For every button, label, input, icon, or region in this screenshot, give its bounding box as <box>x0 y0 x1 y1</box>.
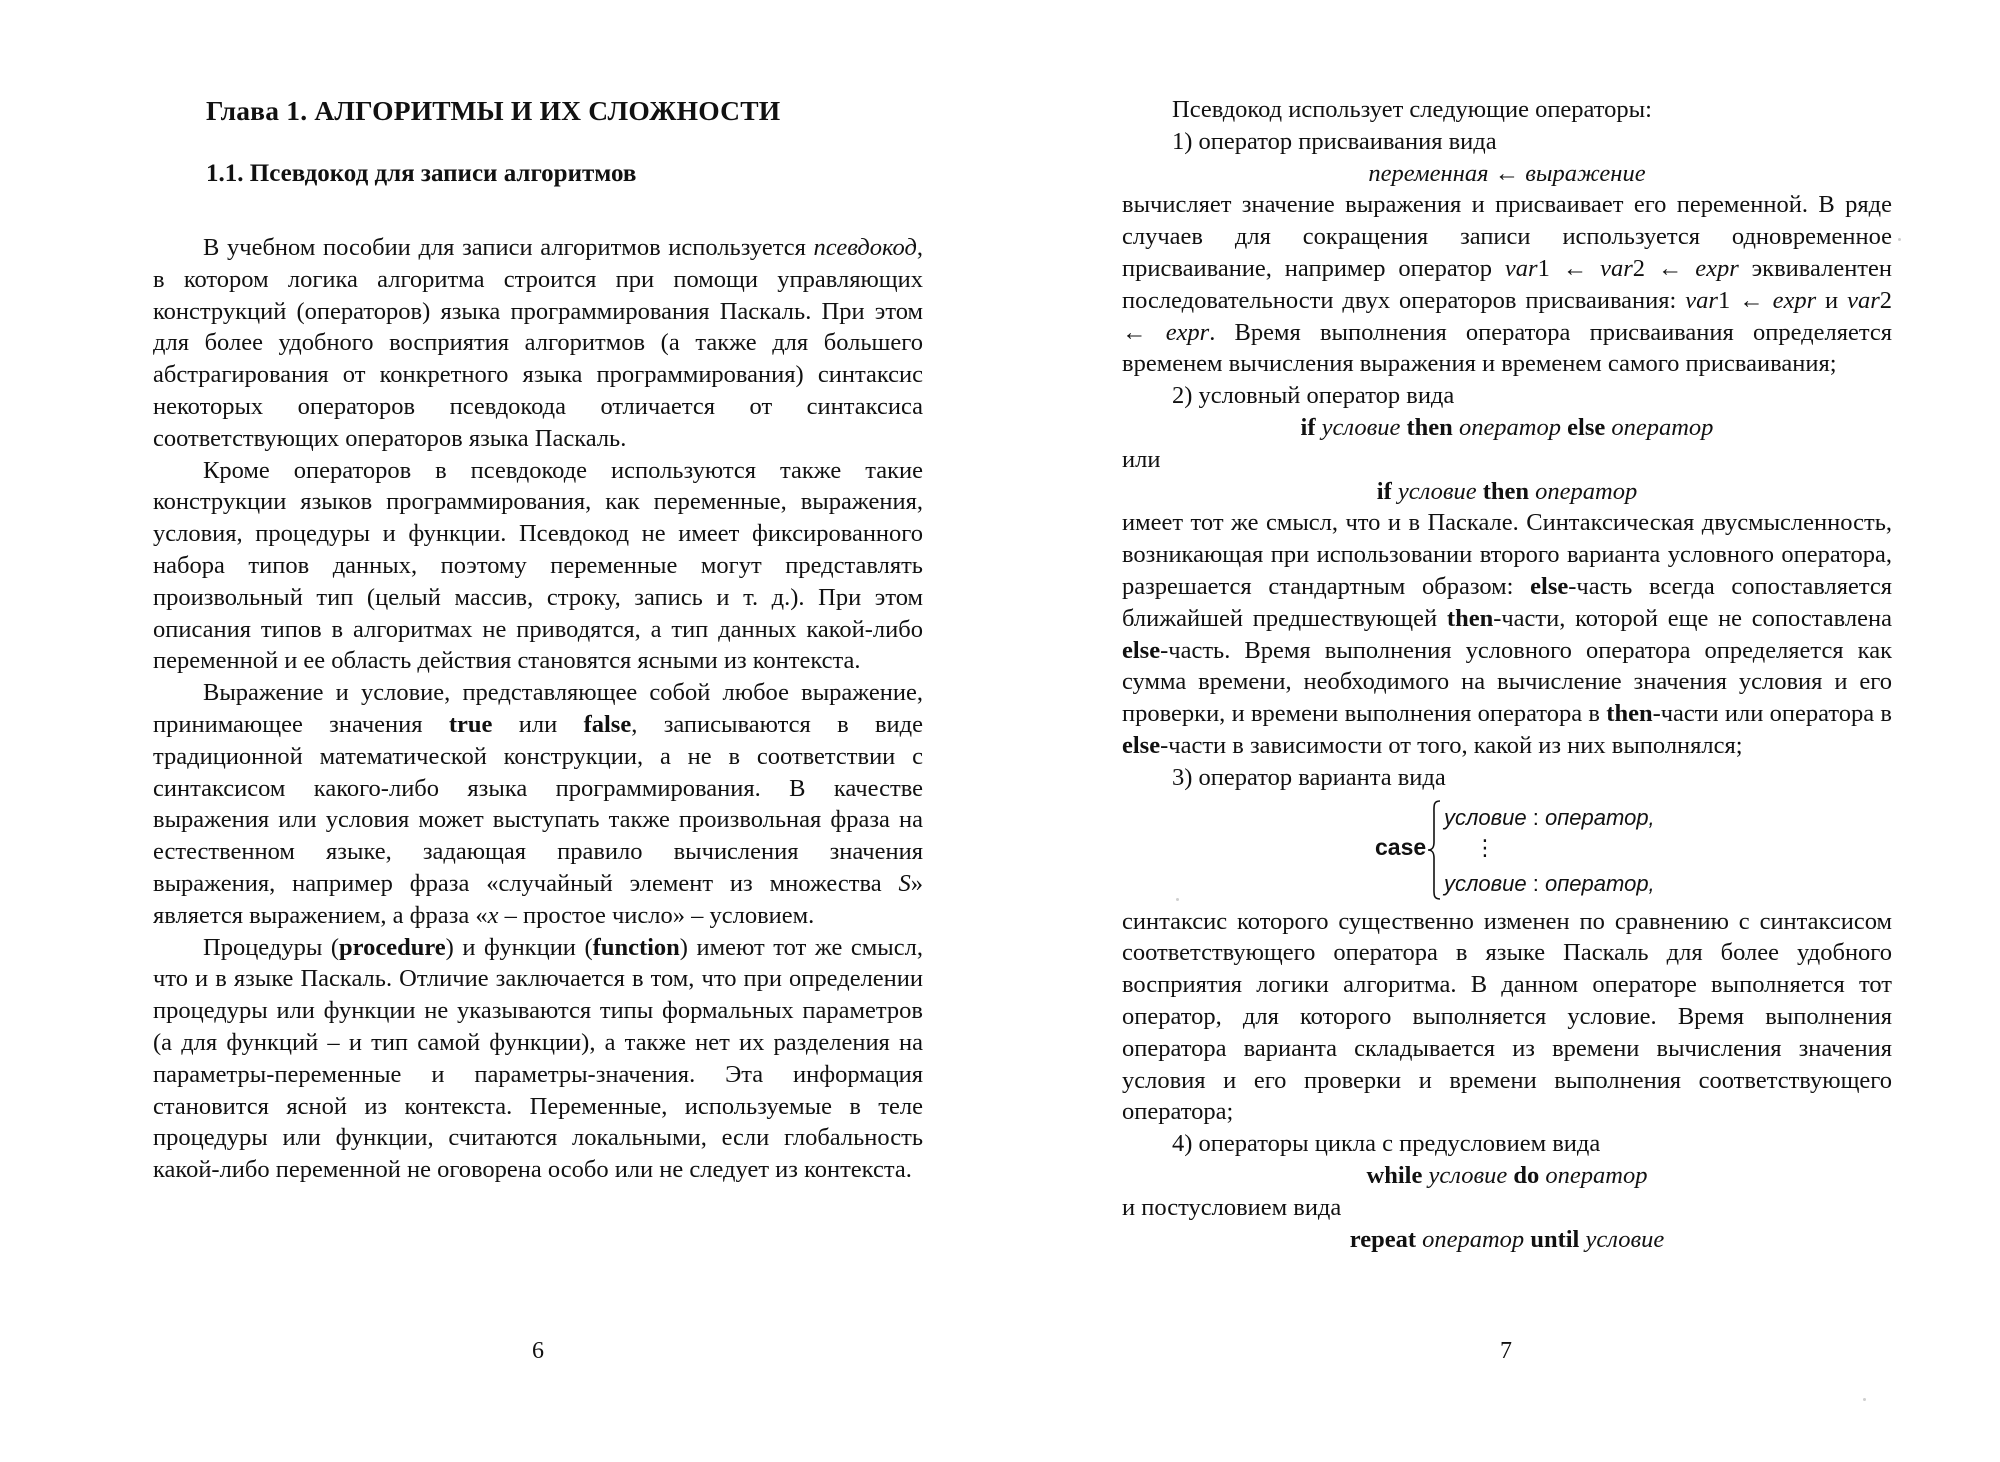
text-run: оператор <box>1452 413 1568 441</box>
text-run: -часть. Время выполнения условного оператора определяется как сумма времени, необходимого на вычисление значения условия и его проверки, и времени выполнения оператора в <box>1122 636 1892 728</box>
variable-x: x <box>487 901 499 929</box>
text-run: 2 ← <box>1632 254 1696 282</box>
keyword-else: else <box>1567 413 1606 441</box>
variable-s: S <box>898 869 911 897</box>
keyword-procedure: procedure <box>339 933 446 961</box>
case-branch-first <box>1444 802 1655 834</box>
text-run: вычисляет значение выражения и присваивает его переменной. В ряде случаев для сокращения записи используется одновременное присваивание, например оператор <box>1122 191 1892 282</box>
keyword-do: do <box>1513 1161 1540 1189</box>
curly-brace-icon <box>1426 800 1442 900</box>
term-pseudocode: псевдокод <box>813 234 917 261</box>
expr-italic: expr <box>1772 286 1817 314</box>
left-text-column <box>153 232 923 1186</box>
var-italic: var <box>1600 254 1633 282</box>
text-run: : <box>1526 804 1545 830</box>
text-run: . Время выполнения оператора присваивания определяется временем вычисления выражения и временем самого присваивания; <box>1122 318 1892 378</box>
case-branch-last <box>1444 868 1655 900</box>
text-run: оператор <box>1605 413 1714 441</box>
text-run: условие <box>1579 1225 1665 1253</box>
text-run: имеет тот же смысл, что и в Паскале. Синтаксическая двусмысленность, возникающая при использовании второго варианта условного оператора, разрешается стандартным образом: <box>1122 509 1892 600</box>
text-run: условие <box>1315 413 1407 441</box>
repeat-form <box>1122 1224 1892 1256</box>
item-assignment-label: 1) оператор присваивания вида <box>1172 127 1497 155</box>
keyword-case: case <box>1375 833 1427 860</box>
text-run: или <box>492 710 584 738</box>
keyword-if: if <box>1376 477 1392 505</box>
text-run: условие <box>1444 870 1527 896</box>
keyword-while: while <box>1366 1161 1423 1189</box>
keyword-then: then <box>1406 413 1453 441</box>
case-description: синтаксис которого существенно изменен по сравнению с синтаксисом соответствующего оператора в языке Паскаль для более удобного восприятия логики алгоритма. В данном операторе выполняется тот оператор, для которого выполняется условие. Время выполнения оператора варианта складывается из времени вычисления значения условия и его проверки и времени выполнения соответствующего оператора; <box>1122 907 1892 1126</box>
text-run: 1 ← <box>1537 254 1601 282</box>
text-run: В учебном пособии для записи алгоритмов используется <box>203 234 814 261</box>
paragraph-pseudocode-intro <box>153 232 923 455</box>
text-run: -части, которой еще не сопоставлена <box>1493 604 1892 632</box>
keyword-then: then <box>1606 700 1653 728</box>
keyword-then: then <box>1446 604 1494 632</box>
section-title: 1.1. Псевдокод для записи алгоритмов <box>206 160 637 187</box>
expr-italic: expr <box>1165 318 1210 346</box>
text-run: 1 ← <box>1717 286 1773 314</box>
item-case-label: 3) оператор варианта вида <box>1172 763 1446 791</box>
text-run: Процедуры ( <box>203 933 340 961</box>
expr-italic: expr <box>1695 254 1739 282</box>
text-run: ) имеют тот же смысл, что и в языке Паскаль. Отличие заключается в том, что при определении процедуры или функции не указываются типы формальных параметров (а для функций – и тип самой функции), а также нет их разделения на параметры-переменные и параметры-значения. Эта информация становится ясной из контекста. Переменные, используемые в теле процедуры или функции, считаются локальными, если глобальность какой-либо переменной не оговорена особо или не следует из контекста. <box>153 933 923 1184</box>
keyword-else: else <box>1122 731 1161 759</box>
operators-intro: Псевдокод использует следующие операторы: <box>1172 96 1652 123</box>
keyword-false: false <box>583 710 632 738</box>
assignment-description <box>1122 189 1892 380</box>
text-run: , записываются в виде традиционной математической конструкции, а не в соответствии с синтаксисом какого-либо языка программирования. В качестве выражения или условия может выступать также произвольная фраза на естественном языке, задающая правило вычисления значения выражения, например фраза «случайный элемент из множества <box>153 710 924 897</box>
keyword-else: else <box>1122 636 1161 664</box>
keyword-else: else <box>1530 572 1569 600</box>
case-form <box>1122 798 1892 902</box>
text-run: оператор, <box>1544 870 1655 896</box>
conditional-description <box>1122 507 1892 761</box>
text-run: -часть всегда сопоставляется ближайшей предшествующей <box>1122 572 1892 632</box>
page-number-right: 7 <box>1500 1338 1512 1364</box>
while-form <box>1122 1160 1892 1192</box>
keyword-until: until <box>1530 1225 1580 1253</box>
text-run: » является выражением, а фраза « <box>153 869 923 929</box>
scan-speck <box>1863 1398 1866 1401</box>
text-run: условие <box>1444 804 1527 830</box>
text-run: условие <box>1422 1161 1514 1189</box>
var-italic: var <box>1685 286 1718 314</box>
text-run: : <box>1526 870 1545 896</box>
text-run: оператор <box>1415 1225 1531 1253</box>
paragraph-procedures <box>153 932 923 1186</box>
text-run: , в котором логика алгоритма строится при помощи управляющих конструкций (операторов) языка программирования Паскаль. При этом для более удобного восприятия алгоритмов (а также для большего абстрагирования от конкретного языка программирования) синтаксис некоторых операторов псевдокода отличается от синтаксиса соответствующих операторов языка Паскаль. <box>153 234 923 452</box>
postcondition-label: и постусловием вида <box>1122 1193 1342 1221</box>
var-italic: var <box>1847 286 1880 314</box>
if-else-form <box>1122 412 1892 444</box>
text-run: и <box>1816 286 1848 314</box>
text-run: условие <box>1391 477 1483 505</box>
right-page <box>1000 0 2000 1462</box>
assignment-form <box>1122 158 1892 190</box>
text-run: -части в зависимости от того, какой из них выполнялся; <box>1160 731 1743 759</box>
item-loops-label: 4) операторы цикла с предусловием вида <box>1172 1130 1601 1158</box>
paragraph-constructs: Кроме операторов в псевдокоде используются также такие конструкции языков программирования, как переменные, выражения, условия, процедуры и функции. Псевдокод не имеет фиксированного набора типов данных, поэтому переменные могут представлять произвольный тип (целый массив, строку, запись и т. д.). При этом описания типов в алгоритмах не приводятся, а тип данных какой-либо переменной и ее область действия становятся ясными из контекста. <box>153 456 923 675</box>
keyword-true: true <box>448 710 493 738</box>
text-run: – простое число» – условием. <box>498 901 815 929</box>
text-run: эквивалентен последовательности двух операторов присваивания: <box>1122 254 1893 314</box>
keyword-function: function <box>592 933 680 961</box>
case-vertical-ellipsis: ⋮ <box>1474 834 1496 860</box>
var-italic: var <box>1504 254 1538 282</box>
keyword-if: if <box>1300 413 1316 441</box>
page-number-left: 6 <box>532 1338 544 1364</box>
text-run: оператор <box>1529 477 1638 505</box>
or-word: или <box>1122 445 1161 473</box>
text-run: оператор <box>1539 1161 1648 1189</box>
item-conditional-label: 2) условный оператор вида <box>1172 382 1455 410</box>
keyword-then: then <box>1482 477 1530 505</box>
text-run: оператор, <box>1544 804 1655 830</box>
text-run: 2 ← <box>1122 286 1893 346</box>
text-run: -части или оператора в <box>1652 700 1892 728</box>
text-run: ) и функции ( <box>445 933 593 961</box>
text-run: Выражение и условие, представляющее собой любое выражение, принимающее значения <box>153 679 923 738</box>
scan-speck <box>1898 238 1901 241</box>
if-form <box>1122 476 1892 508</box>
right-text-column <box>1122 94 1892 1255</box>
paragraph-expressions <box>153 677 923 931</box>
scan-speck <box>1176 898 1179 901</box>
keyword-repeat: repeat <box>1349 1225 1416 1253</box>
assignment-formula: переменная ← выражение <box>1368 159 1646 187</box>
chapter-title: Глава 1. АЛГОРИТМЫ И ИХ СЛОЖНОСТИ <box>206 95 781 126</box>
